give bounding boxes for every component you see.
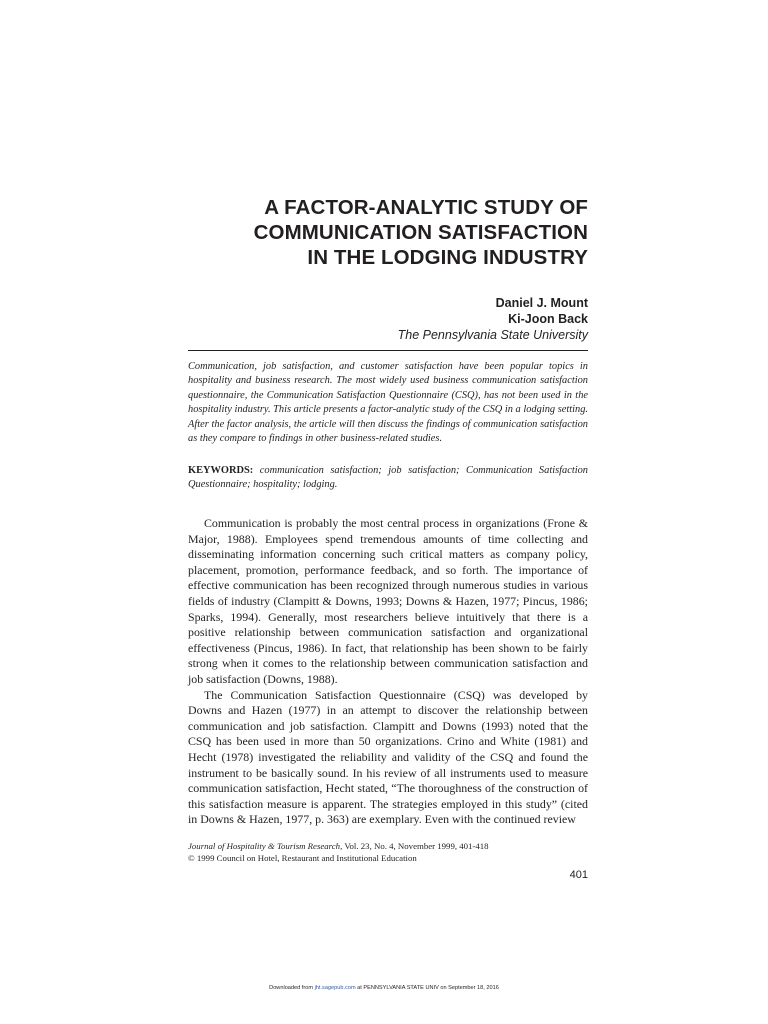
download-suffix: at PENNSYLVANIA STATE UNIV on September 18, 2016 (355, 985, 499, 991)
citation-details: , Vol. 23, No. 4, November 1999, 401-418 (340, 841, 489, 851)
author-name: Ki-Joon Back (508, 312, 588, 326)
article-body (188, 516, 588, 828)
title-line-1: A FACTOR-ANALYTIC STUDY OF (264, 196, 588, 219)
author-affiliation: The Pennsylvania State University (397, 328, 588, 342)
citation-footnote (188, 841, 588, 864)
author-name: Daniel J. Mount (495, 296, 588, 310)
download-notice (0, 985, 768, 991)
keywords (188, 464, 588, 493)
citation-line (188, 841, 588, 853)
copyright-line: © 1999 Council on Hotel, Restaurant and Institutional Education (188, 852, 417, 863)
author-block (300, 295, 588, 343)
source-link[interactable]: jht.sagepub.com (314, 985, 356, 991)
article-title (180, 195, 588, 270)
keywords-label: KEYWORDS: (188, 465, 254, 476)
body-paragraph: Communication is probably the most central process in organizations (Frone & Major, 1988). Employees spend tremendous amounts of time collecting and disseminating information concerning such critical matters as company policy, placement, promotion, performance feedback, and so forth. The importance of effective communication has been recognized through numerous studies in various fields of industry (Clampitt & Downs, 1993; Downs & Hazen, 1977; Pincus, 1986; Sparks, 1994). Generally, most researchers believe intuitively that there is a positive relationship between communication satisfaction and organizational effectiveness (Pincus, 1986). In fact, that relationship has been shown to be fairly strong when it comes to the relationship between communication satisfaction and job satisfaction (Downs, 1988). (188, 516, 588, 686)
abstract: Communication, job satisfaction, and customer satisfaction have been popular topics in hospitality and business research. The most widely used business communication satisfaction questionnaire, the Communication Satisfaction Questionnaire (CSQ), has not been used in the hospitality industry. This article presents a factor-analytic study of the CSQ in a lodging setting. After the factor analysis, the article will then discuss the findings of communication satisfaction as they compare to findings in other business-related studies. (188, 361, 589, 445)
abstract-top-rule (188, 350, 588, 351)
keywords-text: communication satisfaction; job satisfaction; Communication Satisfaction Questionnaire; hospitality; lodging. (188, 465, 588, 491)
body-paragraph: The Communication Satisfaction Questionnaire (CSQ) was developed by Downs and Hazen (1977) in an attempt to discover the relationship between communication and job satisfaction. Clampitt and Downs (1993) noted that the CSQ has been used in more than 50 organizations. Crino and White (1981) and Hecht (1978) investigated the reliability and validity of the CSQ and found the instrument to be basically sound. In his review of all instruments used to measure communication satisfaction, Hecht stated, “The thoroughness of the construction of this satisfaction measure is apparent. The strategies employed in this study” (cited in Downs & Hazen, 1977, p. 363) are exemplary. Even with the continued review (188, 687, 588, 827)
title-line-2: COMMUNICATION SATISFACTION (253, 221, 588, 244)
title-line-3: IN THE LODGING INDUSTRY (307, 246, 588, 269)
journal-name: Journal of Hospitality & Tourism Research (188, 841, 341, 851)
page-number: 401 (569, 869, 588, 881)
download-prefix: Downloaded from (269, 985, 315, 991)
